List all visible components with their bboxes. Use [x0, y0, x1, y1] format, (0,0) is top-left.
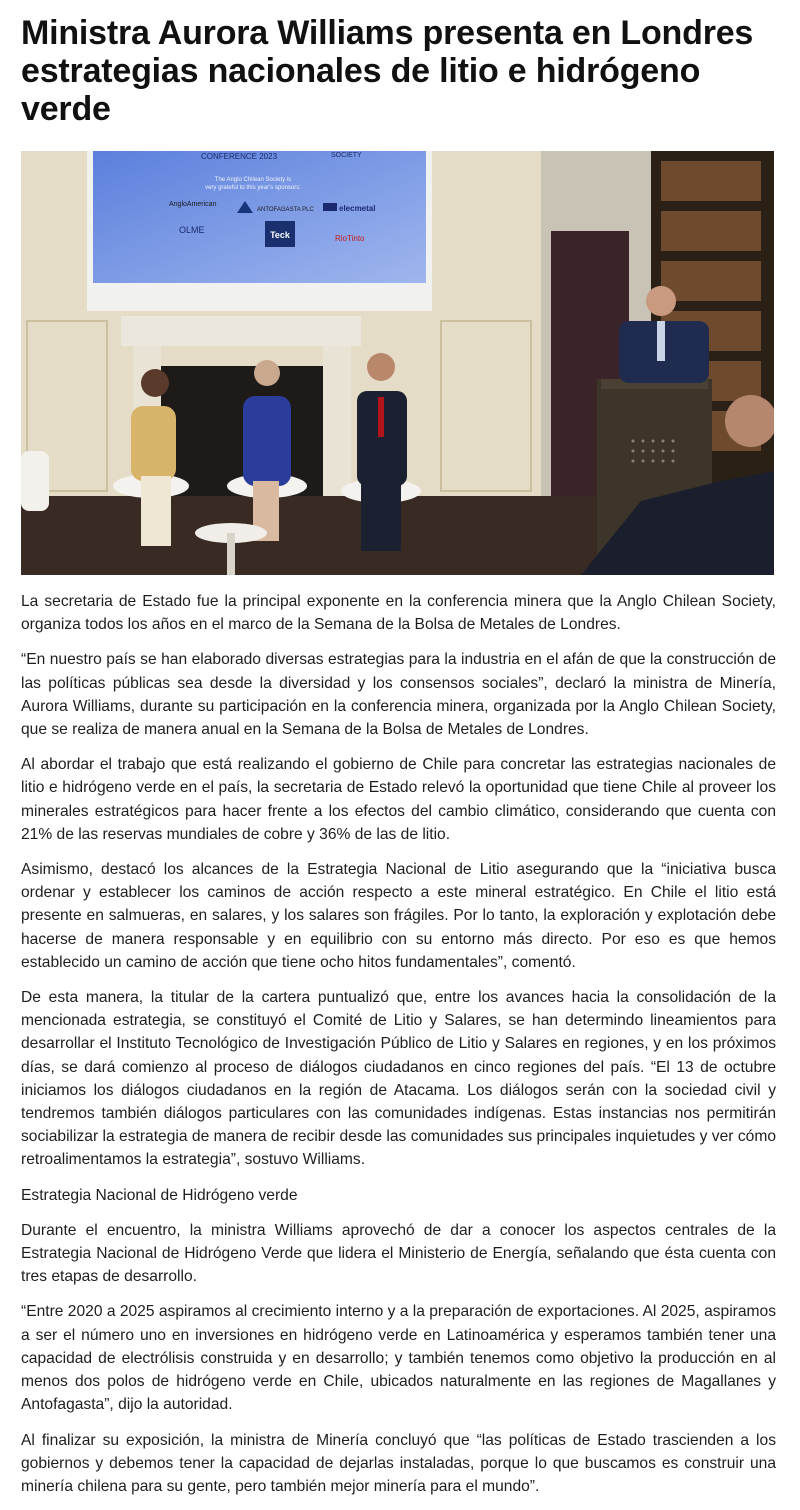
paragraph: “En nuestro país se han elaborado diversas estrategias para la industria en el afán de que la construcción de las políticas públicas sea desde la diversidad y los consensos sociales”, declaró la ministra de Minería, Aurora Williams, durante su participación en la conferencia minera, organizada por la Anglo Chilean Society, que se realiza de manera anual en la Semana de la Bolsa de Metales de Londres. — [21, 651, 776, 739]
sponsor-logo: Teck — [270, 230, 290, 240]
article — [21, 0, 776, 1495]
paragraph: Durante el encuentro, la ministra Williams aprovechó de dar a conocer los aspectos centrales de la Estrategia Nacional de Hidrógeno Verde que lidera el Ministerio de Energía, señalando que ésta cuenta con tres etapas de desarrollo. — [21, 1221, 776, 1286]
elecmetal-mark-icon — [323, 203, 337, 211]
screen-header: CONFERENCE 2023 — [201, 152, 278, 161]
article-body — [21, 590, 776, 1510]
article-title: Ministra Aurora Williams presenta en Londres estrategias nacionales de litio e hidrógeno verde — [21, 14, 754, 128]
paragraph: De esta manera, la titular de la cartera puntualizó que, entre los avances hacia la consolidación de la mencionada estrategia, se constituyó el Comité de Litio y Salares, se han determindo lineamientos para desarrollar el Instituto Tecnológico de Investigación Público de Litio y Salares en regiones, y en los próximos días, se dará comienzo al proceso de diálogos ciudadanos en cinco regiones del país. “El 13 de octubre iniciamos los diálogos ciudadanos en la región de Atacama. Los diálogos serán con la sociedad civil y tendremos también diálogos particulares con las comunidades indígenas. Estas instancias nos permitirán sociabilizar la estrategia de manera de recibir desde las comunidades sus principales inquietudes y ver cómo retroalimentamos la estrategia”, sostuvo Williams. — [21, 989, 776, 1169]
screen-society: SOCIETY — [331, 152, 362, 159]
sponsor-logo: elecmetal — [339, 204, 376, 213]
paragraph: Asimismo, destacó los alcances de la Estrategia Nacional de Litio asegurando que la “iniciativa busca ordenar y establecer los caminos de acción respecto a este mineral estratégico. En Chile el litio está presente en salmueras, en salares, y los salares son frágiles. Por lo tanto, la exploración y explotación debe hacerse de manera responsable y en equilibrio con su entorno más directo. Por eso es que hemos establecido un camino de acción que tiene ocho hitos fundamentales”, comentó. — [21, 861, 776, 971]
paragraph: Al abordar el trabajo que está realizando el gobierno de Chile para concretar las estrategias nacionales de litio e hidrógeno verde en el país, la secretaria de Estado relevó la oportunidad que tiene Chile al proveer los minerales estratégicos para hacer frente a los efectos del cambio climático, considerando que cuenta con 21% de las reservas mundiales de cobre y 36% de las de litio. — [21, 756, 776, 843]
conference-photo-illustration — [21, 151, 774, 575]
sponsor-logo: ANTOFAGASTA PLC — [257, 207, 314, 213]
section-subheading: Estrategia Nacional de Hidrógeno verde — [21, 1186, 298, 1204]
paragraph: La secretaria de Estado fue la principal exponente en la conferencia minera que la Anglo Chilean Society, organiza todos los años en el marco de la Semana de la Bolsa de Metales de Londres. — [21, 593, 776, 634]
screen-thanks-line1: The Anglo Chilean Society is — [214, 177, 292, 183]
screen-thanks-line2: very grateful to this year's sponsors: — [205, 185, 301, 191]
paragraph: Al finalizar su exposición, la ministra de Minería concluyó que “las políticas de Estado trascienden a los gobiernos y debemos tener la capacidad de dejarlas instaladas, porque lo que buscamos es construir una minería chilena para su gente, pero también mejor minería para el mundo”. — [21, 1431, 776, 1495]
sponsor-logo: OLME — [179, 225, 205, 235]
paragraph: “Entre 2020 a 2025 aspiramos al crecimiento interno y a la preparación de exportaciones. Al 2025, aspiramos a ser el número uno en inversiones en hidrógeno verde en Latinoamérica y esperamos también tener una capacidad de electrólisis construida y en desarrollo; y también tenemos como objetivo la producción en al menos dos polos de hidrógeno verde en Chile, ubicados naturalmente en las regiones de Magallanes y Antofagasta”, dijo la autoridad. — [21, 1303, 776, 1414]
sponsor-logo: RioTinto — [335, 234, 365, 243]
article-photo — [21, 151, 774, 575]
sponsor-logo: AngloAmerican — [169, 201, 217, 208]
